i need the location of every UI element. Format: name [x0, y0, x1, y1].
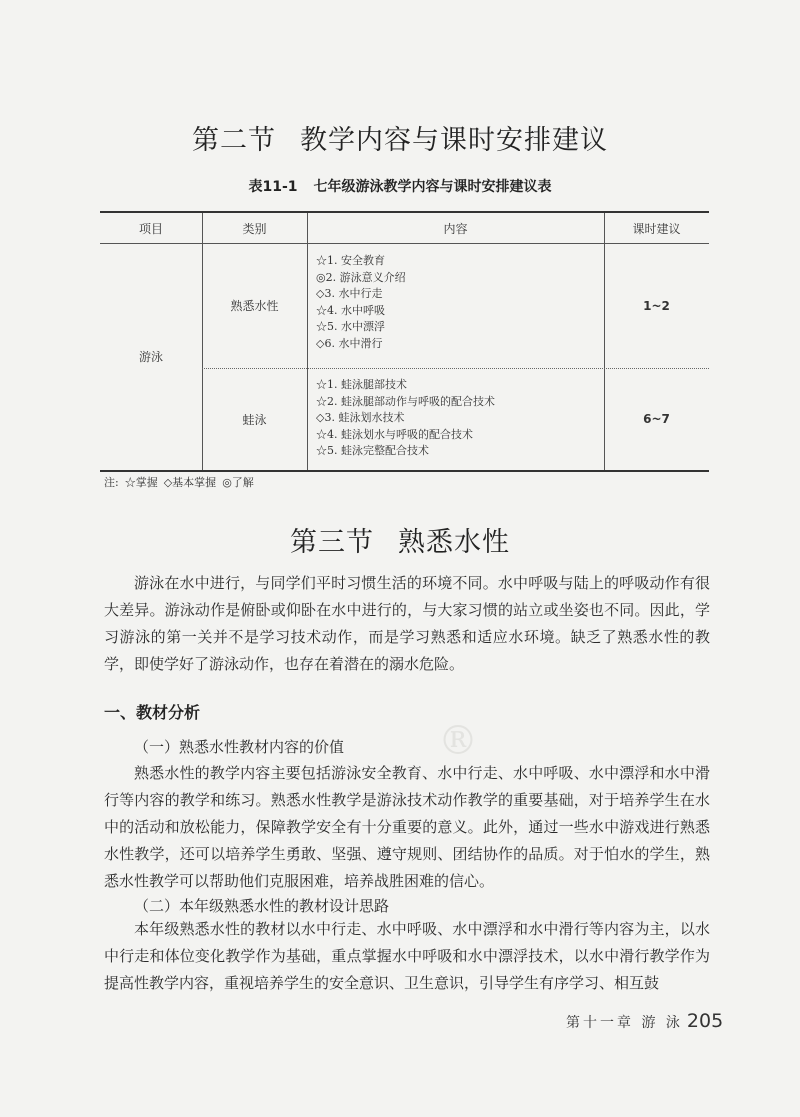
subheading-design: （二）本年级熟悉水性的教材设计思路: [134, 897, 390, 915]
content-item: ☆4. 蛙泳划水与呼吸的配合技术: [316, 427, 473, 441]
section-heading-3: [0, 520, 800, 559]
content-item: ☆5. 蛙泳完整配合技术: [316, 444, 429, 457]
header-content: 内容: [443, 221, 468, 236]
section-number: 第二节: [192, 125, 276, 156]
content-list: [316, 377, 495, 460]
heading-analysis: 一、教材分析: [104, 703, 201, 722]
content-item: ☆4. 水中呼吸: [316, 303, 385, 317]
design-paragraph: 本年级熟悉水性的教材以水中行走、水中呼吸、水中漂浮和水中滑行等内容为主，以水中行走和体位变化教学作为基础，重点掌握水中呼吸和水中漂浮技术，以水中滑行教学作为提高性教学内容，重视培养学生的安全意识、卫生意识，引导学生有序学习、相互鼓: [104, 920, 710, 992]
legend-basic: ◇基本掌握: [163, 476, 217, 489]
chapter-label: 第十一章 游 泳: [566, 1015, 683, 1031]
table-caption: [0, 176, 800, 196]
section-title: 教学内容与课时安排建议: [300, 125, 608, 156]
category-cell: 蛙泳: [242, 412, 267, 427]
page-number: 205: [686, 1010, 724, 1032]
table-number: 表11-1: [248, 179, 298, 195]
content-item: ☆5. 水中漂浮: [316, 320, 385, 333]
page-footer: [566, 1010, 723, 1032]
project-cell: 游泳: [138, 350, 163, 364]
content-item: ☆2. 蛙泳腿部动作与呼吸的配合技术: [316, 394, 495, 408]
legend-mastery: ☆掌握: [124, 476, 158, 489]
content-list: [316, 253, 406, 352]
table-title: 七年级游泳教学内容与课时安排建议表: [313, 179, 552, 195]
section-number: 第三节: [290, 527, 374, 558]
legend-understand: ◎了解: [222, 476, 254, 489]
hours-cell: 6~7: [643, 412, 670, 426]
note-label: 注:: [104, 476, 119, 489]
hours-cell: 1~2: [643, 298, 670, 313]
intro-paragraph: 游泳在水中进行，与同学们平时习惯生活的环境不同。水中呼吸与陆上的呼吸动作有很大差异。游泳动作是俯卧或仰卧在水中进行的，与大家习惯的站立或坐姿也不同。因此，学习游泳的第一关并不是学习技术动作，而是学习熟悉和适应水环境。缺乏了熟悉水性的教学，即使学好了游泳动作，也存在着潜在的溺水危险。: [104, 574, 710, 673]
content-item: ◇3. 水中行走: [316, 287, 383, 300]
schedule-table: [100, 211, 709, 472]
content-item: ◎2. 游泳意义介绍: [316, 270, 406, 284]
content-item: ◇6. 水中滑行: [316, 336, 383, 350]
watermark-mark: ®: [438, 718, 478, 764]
value-paragraph: 熟悉水性的教学内容主要包括游泳安全教育、水中行走、水中呼吸、水中漂浮和水中滑行等内容的教学和练习。熟悉水性教学是游泳技术动作教学的重要基础，对于培养学生在水中的活动和放松能力，保障教学安全有十分重要的意义。此外，通过一些水中游戏进行熟悉水性教学，还可以培养学生勇敢、坚强、遵守规则、团结协作的品质。对于怕水的学生，熟悉水性教学可以帮助他们克服困难，培养战胜困难的信心。: [104, 764, 710, 890]
header-hours: 课时建议: [632, 221, 681, 236]
section-title: 熟悉水性: [398, 527, 510, 558]
column-divider: [307, 213, 308, 470]
content-item: ◇3. 蛙泳划水技术: [316, 411, 405, 424]
subheading-value: （一）熟悉水性教材内容的价值: [134, 738, 345, 756]
header-category: 类别: [242, 221, 267, 236]
header-project: 项目: [138, 221, 163, 236]
section-heading-2: [0, 118, 800, 157]
content-item: ☆1. 安全教育: [316, 254, 385, 267]
category-cell: 熟悉水性: [230, 299, 279, 313]
table-note: [104, 474, 260, 490]
content-item: ☆1. 蛙泳腿部技术: [316, 378, 407, 391]
